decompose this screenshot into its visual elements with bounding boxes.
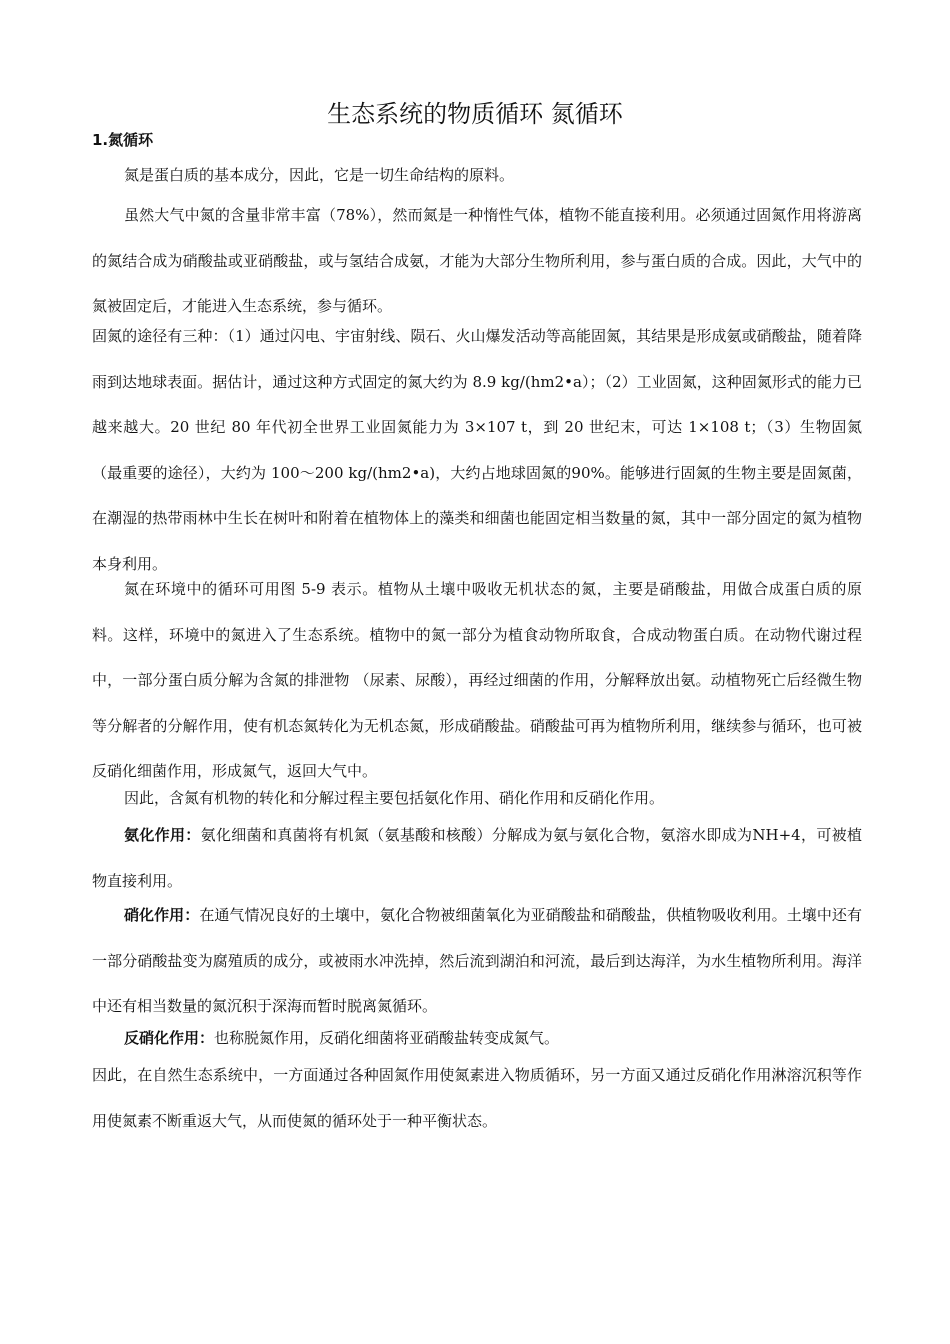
paragraph-2: 虽然大气中氮的含量非常丰富（78%），然而氮是一种惰性气体，植物不能直接利用。必须通过固氮作用将游离的氮结合成为硝酸盐或亚硝酸盐，或与氢结合成氨，才能为大部分生物所利用，参与蛋白质的合成。因此，大气中的氮被固定后，才能进入生态系统，参与循环。: [92, 206, 862, 315]
paragraph-conclusion: 因此，在自然生态系统中，一方面通过各种固氮作用使氮素进入物质循环，另一方面又通过反硝化作用淋溶沉积等作用使氮素不断重返大气，从而使氮的循环处于一种平衡状态。: [92, 1066, 862, 1130]
section-heading: 1.氮循环: [92, 131, 154, 149]
denitrification-text: 也称脱氮作用，反硝化细菌将亚硝酸盐转变成氮气。: [214, 1029, 560, 1047]
term-denitrification: 反硝化作用：: [124, 1029, 215, 1047]
term-nitrification: 硝化作用：: [124, 906, 200, 924]
paragraph-3: 固氮的途径有三种：（1）通过闪电、宇宙射线、陨石、火山爆发活动等高能固氮，其结果是形成氨或硝酸盐，随着降雨到达地球表面。据估计，通过这种方式固定的氮大约为 8.9 kg/(hm2•a）；（2）工业固氮，这种固氮形式的能力已越来越大。20 世纪 80 年代初全世界工业固氮能力为 3×107 t，到 20 世纪末，可达 1×108 t；（3）生物固氮（最重要的途径），大约为 100～200 kg/(hm2•a)，大约占地球固氮的90%。能够进行固氮的生物主要是固氮菌，在潮湿的热带雨林中生长在树叶和附着在植物体上的藻类和细菌也能固定相当数量的氮，其中一部分固定的氮为植物本身利用。: [92, 327, 862, 573]
paragraph-1: 氮是蛋白质的基本成分，因此，它是一切生命结构的原料。: [124, 166, 515, 184]
paragraph-4: 氮在环境中的循环可用图 5-9 表示。植物从土壤中吸收无机状态的氮，主要是硝酸盐，用做合成蛋白质的原料。这样，环境中的氮进入了生态系统。植物中的氮一部分为植食动物所取食，合成动物蛋白质。在动物代谢过程中，一部分蛋白质分解为含氮的排泄物 （尿素、尿酸），再经过细菌的作用，分解释放出氨。动植物死亡后经微生物等分解者的分解作用，使有机态氮转化为无机态氮，形成硝酸盐。硝酸盐可再为植物所利用，继续参与循环，也可被反硝化细菌作用，形成氮气，返回大气中。: [92, 580, 862, 780]
nitrification-text: 在通气情况良好的土壤中，氨化合物被细菌氧化为亚硝酸盐和硝酸盐，供植物吸收利用。土壤中还有一部分硝酸盐变为腐殖质的成分，或被雨水冲洗掉，然后流到湖泊和河流，最后到达海洋，为水生植物所利用。海洋中还有相当数量的氮沉积于深海而暂时脱离氮循环。: [92, 906, 862, 1015]
page-title: 生态系统的物质循环 氮循环: [327, 100, 623, 128]
ammonification-text: 氨化细菌和真菌将有机氮（氨基酸和核酸）分解成为氨与氨化合物，氨溶水即成为NH+4，可被植物直接利用。: [92, 826, 862, 890]
paragraph-ammonification: [92, 813, 862, 904]
term-ammonification: 氨化作用：: [124, 826, 201, 844]
paragraph-5: 因此，含氮有机物的转化和分解过程主要包括氨化作用、硝化作用和反硝化作用。: [124, 789, 665, 807]
paragraph-nitrification: [92, 893, 862, 1030]
